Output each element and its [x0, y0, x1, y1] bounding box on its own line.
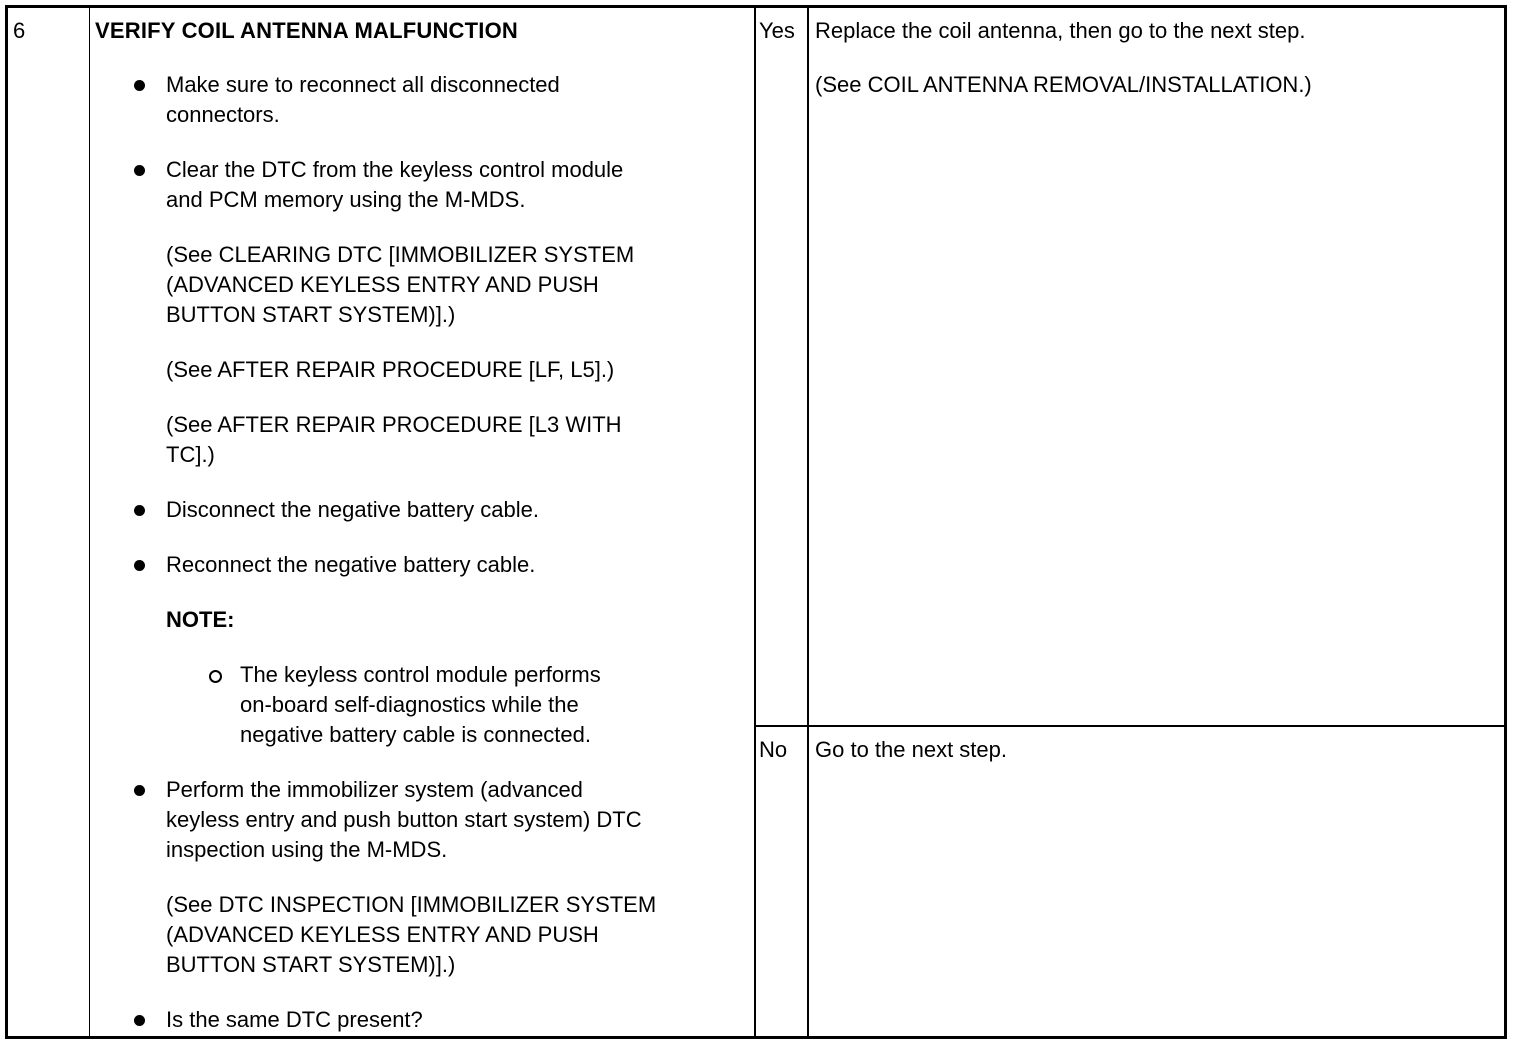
reference-after-repair-l3: (See AFTER REPAIR PROCEDURE [L3 WITH TC].)	[166, 412, 622, 467]
reference-after-repair-lf-l5: (See AFTER REPAIR PROCEDURE [LF, L5].)	[166, 357, 615, 382]
yes-reference: (See COIL ANTENNA REMOVAL/INSTALLATION.)	[815, 72, 1312, 97]
reference-clearing-dtc: (See CLEARING DTC [IMMOBILIZER SYSTEM (ADVANCED KEYLESS ENTRY AND PUSH BUTTON START SYSTEM)].)	[166, 242, 635, 327]
no-action: Go to the next step.	[815, 737, 1008, 762]
reference-dtc-inspection: (See DTC INSPECTION [IMMOBILIZER SYSTEM (ADVANCED KEYLESS ENTRY AND PUSH BUTTON START SYSTEM)].)	[166, 892, 657, 977]
instruction-disconnect-battery: Disconnect the negative battery cable.	[166, 497, 540, 522]
instruction-clear-dtc: Clear the DTC from the keyless control module and PCM memory using the M-MDS.	[166, 157, 624, 212]
question-same-dtc: Is the same DTC present?	[166, 1007, 423, 1032]
instruction-reconnect-connectors: Make sure to reconnect all disconnected connectors.	[166, 72, 560, 127]
row-divider-yes-no	[754, 725, 1504, 727]
yes-label: Yes	[759, 18, 795, 43]
step-number: 6	[13, 18, 26, 43]
column-divider-result	[807, 8, 809, 1036]
instruction-dtc-inspection: Perform the immobilizer system (advanced keyless entry and push button start system) DTC inspection using the M-MDS.	[166, 777, 642, 862]
procedure-table	[5, 5, 1507, 1039]
step-title: VERIFY COIL ANTENNA MALFUNCTION	[95, 18, 518, 43]
no-label: No	[759, 737, 788, 762]
hollow-bullet-icon	[209, 670, 222, 683]
bullet-icon	[134, 80, 145, 91]
yes-action: Replace the coil antenna, then go to the next step.	[815, 18, 1306, 43]
column-divider-action	[754, 8, 756, 1036]
bullet-icon	[134, 165, 145, 176]
instruction-reconnect-battery: Reconnect the negative battery cable.	[166, 552, 536, 577]
bullet-icon	[134, 505, 145, 516]
bullet-icon	[134, 1015, 145, 1026]
note-heading: NOTE:	[166, 607, 235, 632]
column-divider-step	[89, 8, 90, 1036]
bullet-icon	[134, 785, 145, 796]
note-self-diagnostics: The keyless control module performs on-board self-diagnostics while the negative battery cable is connected.	[240, 662, 601, 747]
bullet-icon	[134, 560, 145, 571]
